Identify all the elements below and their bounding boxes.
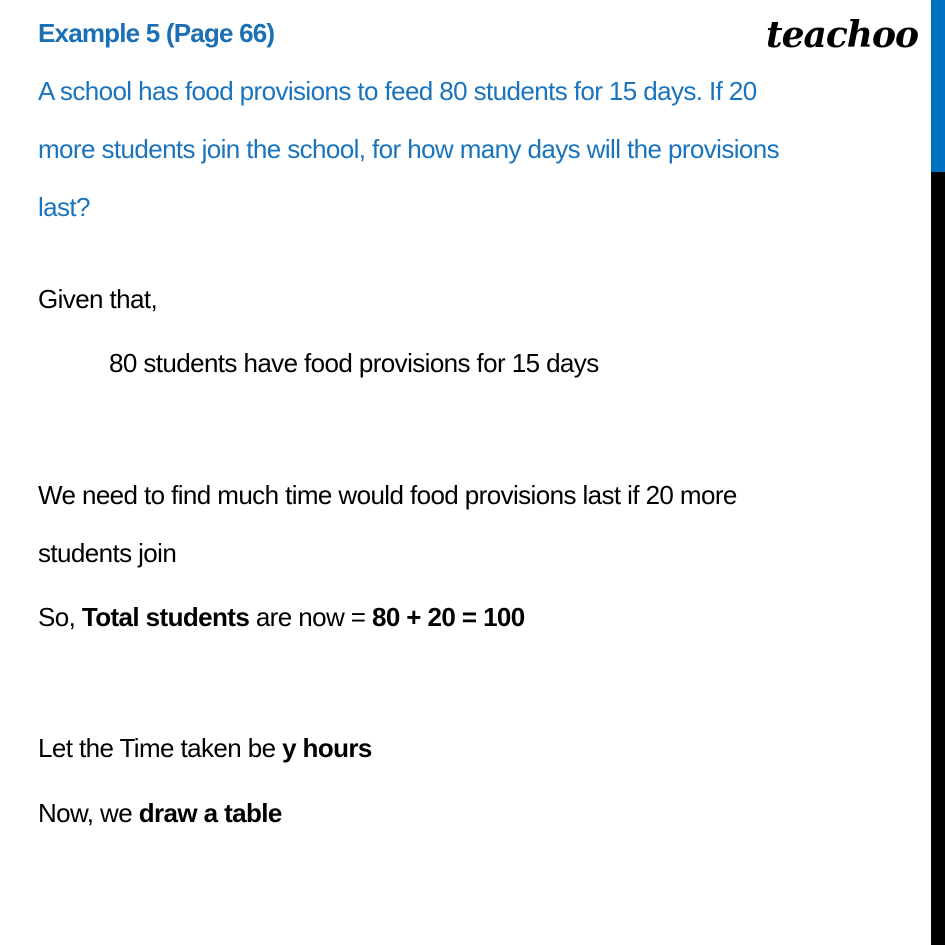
total-students-line	[38, 602, 525, 633]
now-bold: draw a table	[138, 798, 282, 828]
side-bar-accent	[931, 0, 945, 172]
given-label: Given that,	[38, 284, 158, 314]
side-bar-dark	[931, 172, 945, 945]
teachoo-logo: teachoo	[766, 14, 918, 56]
let-prefix: Let the Time taken be	[38, 733, 283, 763]
total-mid: are now =	[249, 602, 372, 632]
total-value: 80 + 20 = 100	[371, 602, 525, 632]
now-prefix: Now, we	[38, 798, 139, 828]
total-prefix: So,	[38, 602, 82, 632]
need-line-1: We need to find much time would food provisions last if 20 more	[38, 480, 737, 510]
let-variable: y hours	[282, 733, 372, 763]
need-line-2: students join	[38, 538, 177, 568]
question-line-2: more students join the school, for how many days will the provisions	[38, 134, 780, 164]
page-title: Example 5 (Page 66)	[38, 18, 275, 48]
question-line-3: last?	[38, 192, 90, 222]
draw-table-line	[38, 798, 282, 829]
total-label: Total students	[81, 602, 250, 632]
question-line-1: A school has food provisions to feed 80 students for 15 days. If 20	[38, 76, 757, 106]
given-detail: 80 students have food provisions for 15 days	[109, 348, 599, 378]
let-time-line	[38, 733, 372, 764]
